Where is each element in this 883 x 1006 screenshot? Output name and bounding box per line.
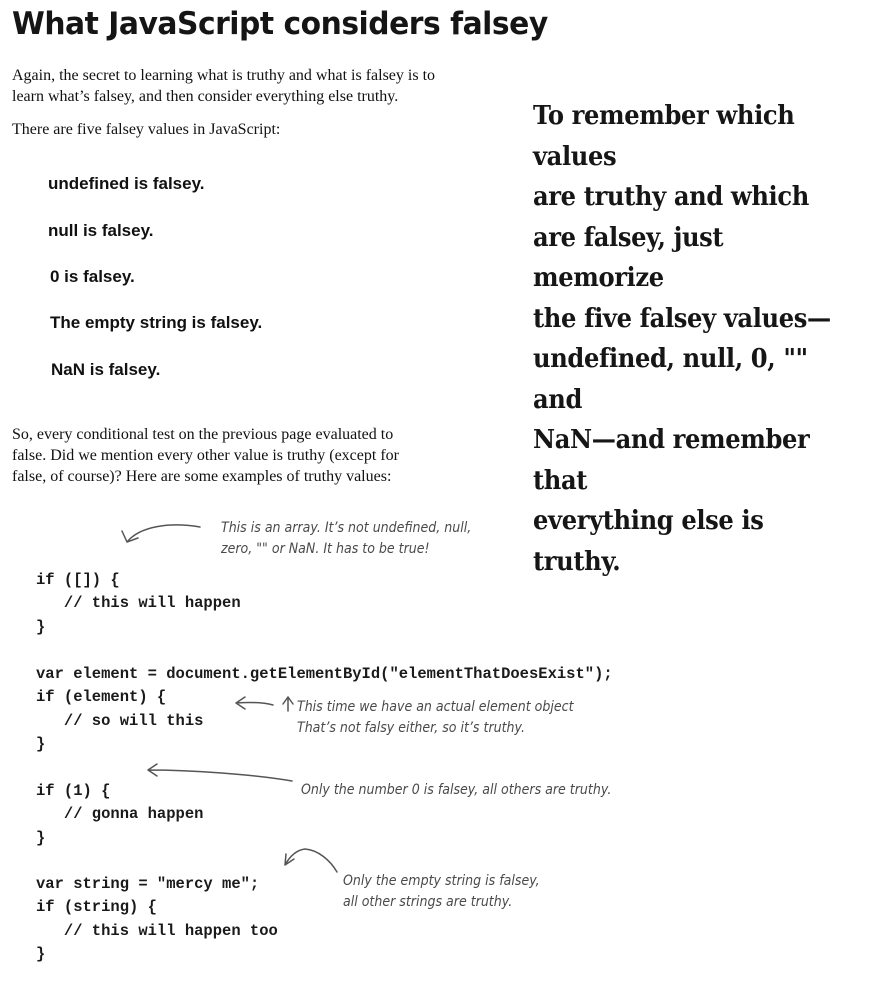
page-title: What JavaScript considers falsey (12, 6, 548, 42)
code-line: var string = "mercy me"; (36, 875, 260, 893)
code-line: } (36, 617, 46, 636)
callout-line: are falsey, just memorize (533, 222, 724, 293)
intro-line: Again, the secret to learning what is truthy and what is falsey is to (12, 67, 436, 84)
falsey-empty-string: The empty string is falsey. (50, 313, 263, 332)
arrow-array-icon (122, 525, 200, 542)
falsey-zero: 0 is falsey. (50, 267, 135, 286)
code-line: if ([]) { (36, 571, 120, 589)
note-line: This time we have an actual element object (297, 699, 574, 715)
note-line: This is an array. It’s not undefined, null, (221, 520, 472, 536)
note-line: zero, "" or NaN. It has to be true! (221, 541, 430, 557)
intro-five-values: There are five falsey values in JavaScript: (12, 121, 281, 138)
number-annotation: Only the number 0 is falsey, all others are truthy. (301, 782, 612, 798)
code-block-array (36, 569, 241, 639)
falsey-nan: NaN is falsey. (51, 360, 161, 379)
array-annotation (221, 518, 471, 560)
callout-line: everything else is truthy. (533, 506, 764, 577)
outro-line: So, every conditional test on the previous page evaluated to (12, 426, 394, 443)
falsey-null: null is falsey. (48, 221, 154, 240)
arrow-string-icon (285, 849, 337, 872)
callout-line: To remember which values (533, 101, 795, 172)
intro-line: learn what’s falsey, and then consider everything else truthy. (12, 88, 399, 105)
code-line: // gonna happen (36, 805, 204, 824)
code-line: // this will happen (36, 594, 241, 613)
falsey-undefined: undefined is falsey. (48, 174, 205, 193)
outro-line: false. Did we mention every other value is truthy (except for (12, 447, 399, 464)
code-line: // so will this (36, 711, 204, 730)
code-line: // this will happen too (36, 921, 278, 940)
code-line: if (element) { (36, 688, 167, 707)
code-line: if (1) { (36, 782, 111, 800)
code-line: } (36, 828, 46, 847)
code-line: } (36, 734, 46, 753)
callout-line: are truthy and which (533, 182, 809, 212)
callout-line: the five falsey values— (533, 303, 831, 334)
callout-line: NaN—and remember that (533, 425, 810, 496)
note-line: all other strings are truthy. (343, 894, 513, 910)
code-line: var element = document.getElementById("elementThatDoesExist"); (36, 665, 613, 683)
element-annotation (297, 697, 574, 739)
string-annotation (343, 871, 540, 913)
callout-line: undefined, null, 0, "" and (533, 344, 808, 415)
note-line: That’s not falsy either, so it’s truthy. (297, 720, 526, 736)
outro-line: false, of course)? Here are some examples of truthy values: (12, 468, 392, 485)
code-block-string (36, 873, 278, 966)
code-line: } (36, 944, 46, 963)
code-line: if (string) { (36, 898, 157, 917)
arrow-number-icon (148, 764, 292, 781)
code-block-number (36, 780, 203, 850)
note-line: Only the empty string is falsey, (343, 873, 540, 889)
